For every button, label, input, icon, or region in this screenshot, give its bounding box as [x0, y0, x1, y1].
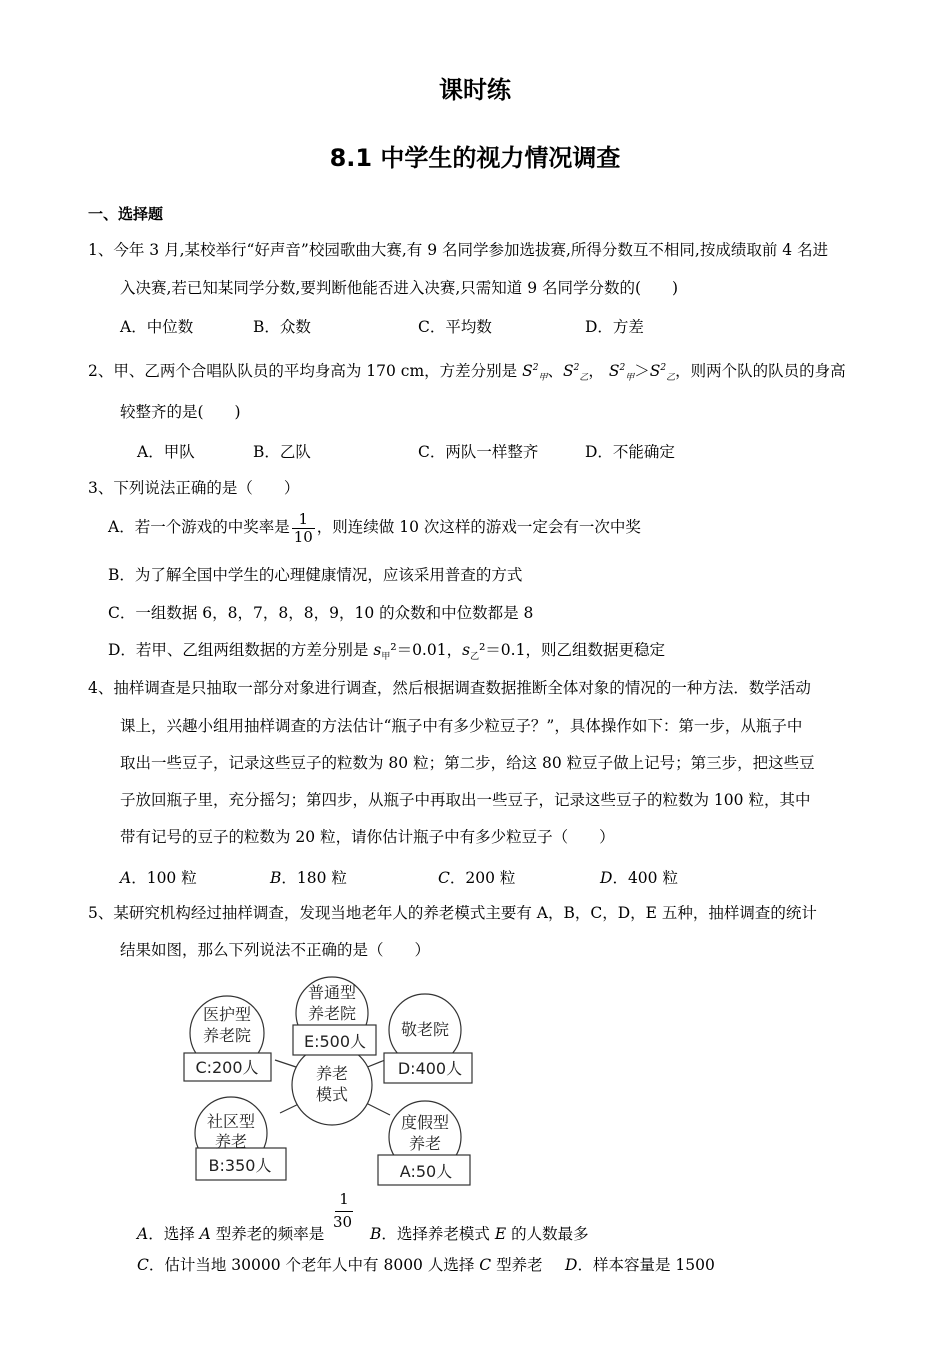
- diagram-c-l1: 医护型: [202, 1005, 252, 1024]
- q4-stem-line4: 子放回瓶子里，充分摇匀；第四步，从瓶子中再取出一些豆子，记录这些豆子的粒数为 100 粒，其中: [120, 791, 811, 809]
- q2-var-s-jia: $S^2_甲$: [522, 362, 548, 384]
- q2-sep: 、: [547, 362, 564, 381]
- q4-stem-line3: 取出一些豆子，记录这些豆子的粒数为 80 粒；第二步，给这 80 粒豆子做上记号；第三步，把这些豆: [120, 754, 815, 772]
- q5-option-c: C．估计当地 30000 个老年人中有 8000 人选择 C 型养老: [137, 1256, 543, 1274]
- q1-stem-line2: 入决赛,若已知某同学分数,要判断他能否进入决赛,只需知道 9 名同学分数的( ): [120, 279, 679, 297]
- diagram-a-box: A:50人: [399, 1162, 453, 1181]
- diagram-b-l2: 养老: [214, 1132, 248, 1151]
- q1-option-d: D．方差: [585, 318, 644, 336]
- q3-option-c: C．一组数据 6，8，7，8，8，9，10 的众数和中位数都是 8: [108, 604, 534, 622]
- section-heading: 一、选择题: [88, 205, 164, 223]
- q2-stem-line1: [88, 358, 846, 388]
- q4-stem-line5: 带有记号的豆子的粒数为 20 粒，请你估计瓶子中有多少粒豆子（ ）: [120, 828, 615, 846]
- q5-option-d: D．样本容量是 1500: [565, 1256, 715, 1274]
- diagram-center-l2: 模式: [315, 1085, 349, 1104]
- q2-option-d: D．不能确定: [585, 443, 675, 461]
- q1-option-a: A．中位数: [120, 318, 194, 336]
- q2-gt: ＞: [634, 362, 650, 381]
- q2-var-s-yi-2: $S^2_乙$: [649, 362, 676, 384]
- q5-stem-line1: 5、某研究机构经过抽样调查，发现当地老年人的养老模式主要有 A，B，C，D，E 五种，抽样调查的统计: [88, 904, 817, 922]
- q4-stem-line1: 4、抽样调查是只抽取一部分对象进行调查，然后根据调查数据推断全体对象的情况的一种方法．数学活动: [88, 679, 811, 697]
- q5-fraction-num: 1: [339, 1190, 349, 1208]
- elderly-care-diagram: [180, 975, 480, 1190]
- q1-stem-line1: 1、今年 3 月,某校举行“好声音”校园歌曲大赛,有 9 名同学参加选拔赛,所得分数互不相同,按成绩取前 4 名进: [88, 241, 829, 259]
- q2-option-b: B．乙队: [253, 443, 311, 461]
- q2-var-s-yi: $S^2_乙$: [563, 362, 589, 384]
- diagram-c-l2: 养老院: [202, 1026, 252, 1045]
- q5-option-b: B．选择养老模式 E 的人数最多: [370, 1225, 589, 1243]
- page-subtitle: 8.1 中学生的视力情况调查: [329, 144, 621, 172]
- diagram-d-box: D:400人: [397, 1059, 463, 1078]
- q4-option-d: D．400 粒: [600, 869, 678, 887]
- q2-option-c: C．两队一样整齐: [418, 443, 539, 461]
- q2-comma: ，: [588, 362, 604, 381]
- q3-option-d: D．若甲、乙组两组数据的方差分别是 $s_甲^2=0.01$，$s_乙^2=0.1$，则乙组数据更稳定: [108, 641, 665, 663]
- diagram-e-l2: 养老院: [307, 1004, 357, 1023]
- diagram-c-box: C:200人: [195, 1058, 259, 1077]
- q3-option-a: [108, 510, 641, 546]
- q5-fraction-bar: [335, 1211, 353, 1212]
- q5-stem-line2: 结果如图，那么下列说法不正确的是（ ）: [120, 941, 431, 959]
- q3-fraction: $\frac{1}{10}$: [293, 509, 313, 546]
- q2-option-a: A．甲队: [137, 443, 195, 461]
- q4-option-a: A．100 粒: [120, 869, 197, 887]
- diagram-center-l1: 养老: [315, 1064, 349, 1083]
- diagram-b-l1: 社区型: [206, 1112, 256, 1131]
- q4-option-c: C．200 粒: [438, 869, 516, 887]
- q3-option-b: B．为了解全国中学生的心理健康情况，应该采用普查的方式: [108, 566, 523, 584]
- diagram-e-box: E:500人: [303, 1032, 367, 1051]
- q2-stem-line2: 较整齐的是( ): [120, 403, 241, 421]
- diagram-e-l1: 普通型: [307, 983, 357, 1002]
- page-title: 课时练: [439, 76, 511, 104]
- diagram-a-l2: 养老: [408, 1134, 442, 1153]
- q1-option-c: C．平均数: [418, 318, 492, 336]
- q4-stem-line2: 课上，兴趣小组用抽样调查的方法估计“瓶子中有多少粒豆子？”，具体操作如下：第一步，从瓶子中: [120, 717, 803, 735]
- q5-option-a: A．选择 A 型养老的频率是: [137, 1225, 325, 1243]
- q3-stem: 3、下列说法正确的是（ ）: [88, 479, 300, 497]
- q2-var-s-jia-2: $S^2_甲$: [608, 362, 635, 384]
- q3-option-a-pre: A．若一个游戏的中奖率是: [108, 518, 290, 536]
- diagram-b-box: B:350人: [208, 1156, 272, 1175]
- diagram-a-l1: 度假型: [400, 1113, 450, 1132]
- q2-stem-post: ，则两个队的队员的身高: [675, 362, 846, 381]
- q2-stem-pre: 2、甲、乙两个合唱队队员的平均身高为 170 cm，方差分别是: [88, 362, 518, 381]
- q5-fraction-den: 30: [333, 1213, 353, 1231]
- q1-option-b: B．众数: [253, 318, 311, 336]
- q3-option-a-post: ，则连续做 10 次这样的游戏一定会有一次中奖: [316, 518, 641, 536]
- diagram-d-l1: 敬老院: [400, 1020, 450, 1039]
- q4-option-b: B．180 粒: [270, 869, 347, 887]
